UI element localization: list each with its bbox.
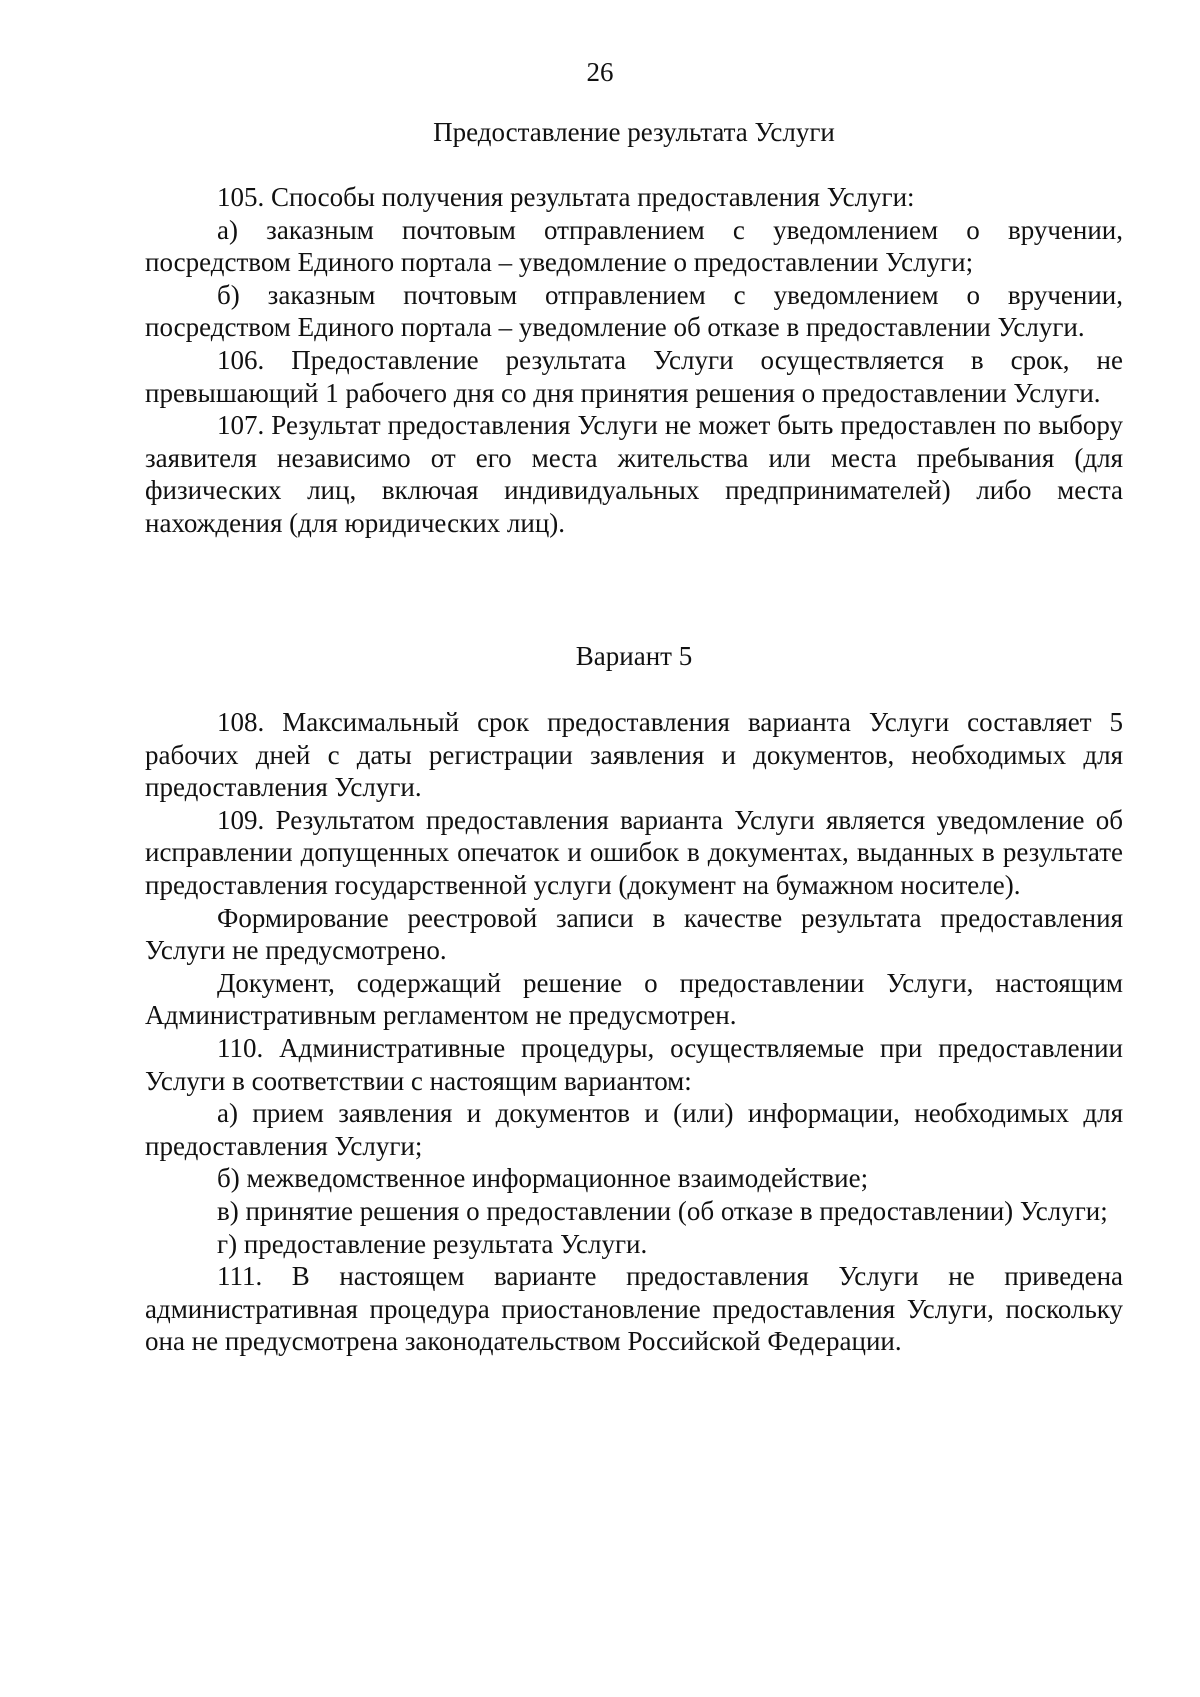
section-heading-variant-5: Вариант 5 [575,641,693,671]
page-number: 26 [586,57,614,87]
paragraph-110-b: б) межведомственное информационное взаимодействие; [217,1163,869,1194]
section-result-body [145,181,1123,540]
paragraph-decision-document: Документ, содержащий решение о предоставлении Услуги, настоящим Административным регламентом не предусмотрен. [145,967,1123,1031]
paragraph-109: 109. Результатом предоставления варианта Услуги является уведомление об исправлении допущенных опечаток и ошибок в документах, выданных в результате предоставления государственной услуги (документ на бумажном носителе). [145,804,1123,900]
paragraph-105: 105. Способы получения результата предоставления Услуги: [217,182,915,212]
paragraph-106: 106. Предоставление результата Услуги осуществляется в срок, не превышающий 1 рабочего дня со дня принятия решения о предоставлении Услуги. [145,344,1123,408]
paragraph-107: 107. Результат предоставления Услуги не может быть предоставлен по выбору заявителя независимо от его места жительства или места пребывания (для физических лиц, включая индивидуальных предпринимателей) либо места нахождения (для юридических лиц). [145,410,1123,538]
paragraph-110-g: г) предоставление результата Услуги. [217,1228,648,1259]
paragraph-110-v: в) принятие решения о предоставлении (об отказе в предоставлении) Услуги; [217,1195,1108,1226]
paragraph-111: 111. В настоящем варианте предоставления Услуги не приведена административная процедура приостановление предоставления Услуги, поскольку она не предусмотрена законодательством Российской Федерации. [145,1261,1123,1357]
section-variant-5-body [145,706,1123,1358]
paragraph-110-a: а) прием заявления и документов и (или) информации, необходимых для предоставления Услуги; [145,1098,1123,1161]
paragraph-registry-record: Формирование реестровой записи в качестве результата предоставления Услуги не предусмотрено. [145,902,1123,966]
paragraph-108: 108. Максимальный срок предоставления варианта Услуги составляет 5 рабочих дней с даты регистрации заявления и документов, необходимых для предоставления Услуги. [145,707,1123,803]
section-heading-result: Предоставление результата Услуги [433,117,835,147]
paragraph-105-a: а) заказным почтовым отправлением с уведомлением о вручении, посредством Единого портала – уведомление о предоставлении Услуги; [145,214,1123,278]
paragraph-105-b: б) заказным почтовым отправлением с уведомлением о вручении, посредством Единого портала – уведомление об отказе в предоставлении Услуги. [145,279,1123,343]
paragraph-110: 110. Административные процедуры, осуществляемые при предоставлении Услуги в соответствии с настоящим вариантом: [145,1032,1123,1096]
